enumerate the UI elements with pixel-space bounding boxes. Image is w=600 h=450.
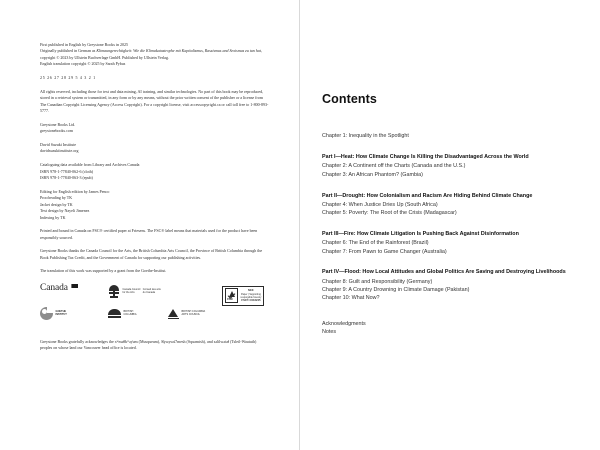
toc-entry-chapter-9[interactable]: Chapter 9: A Country Drowning in Climate Damage (Pakistan) — [322, 286, 470, 293]
bcac-label-line2: ARTS COUNCIL — [181, 313, 201, 317]
toc-part-4-title: Part IV—Flood: How Local Attitudes and Global Politics Are Saving and Destroying Livelihoods — [322, 269, 566, 276]
toc-part-1-group — [322, 153, 570, 179]
toc-entry-notes[interactable]: Notes — [322, 329, 337, 336]
funder-logo-strip — [40, 284, 268, 330]
credit-jacket-design: Jacket design by TK — [40, 201, 73, 207]
toc-part-4-group — [322, 268, 570, 302]
canada-wordmark-logo — [40, 284, 78, 294]
fsc-desc-line2: responsible forestry — [240, 296, 262, 300]
toc-entry-chapter-1[interactable]: Chapter 1: Inequality in the Spotlight — [322, 133, 409, 139]
canada-council-french-label — [143, 288, 161, 294]
british-columbia-emblem-icon — [108, 308, 121, 318]
credit-editing: Editing for English edition by James Penco — [40, 188, 110, 194]
goethe-institut-logo — [40, 307, 67, 320]
printing-number-line-block — [40, 75, 269, 81]
canada-council-for-the-arts-logo — [108, 285, 161, 298]
goethe-circle-icon — [40, 307, 53, 320]
first-published-line: First published in English by Greystone Books in 2025 — [40, 42, 128, 47]
publication-info-block — [40, 42, 269, 68]
toc-entry-chapter-7[interactable]: Chapter 7: From Pawn to Game Changer (Australia) — [322, 248, 447, 255]
land-acknowledgment-text: Greystone Books gratefully acknowledges the xʷməθkʷəy̓əm (Musqueam), Sḵwx̱wú7mesh (Squamish), and səlilwətaɬ (Tsleil-Waututh) peoples on whose land our Vancouver head office is located. — [40, 338, 257, 351]
toc-entry-chapter-3[interactable]: Chapter 3: An African Phantom? (Gambia) — [322, 171, 423, 178]
fsc-paper-note: Printed and bound in Canada on FSC® certified paper at Friesens. The FSC® label means that materials used for the product have been responsibly sourced. — [40, 228, 258, 240]
land-acknowledgment-block — [40, 339, 269, 352]
toc-part-2-group — [322, 192, 570, 218]
toc-entry-chapter-2[interactable]: Chapter 2: A Continent off the Charts (Canada and the U.S.) — [322, 163, 466, 170]
fsc-license-code: FSC® C016245 — [241, 299, 261, 303]
toc-part-1-title: Part I—Heat: How Climate Change Is Killing the Disadvantaged Across the World — [322, 154, 529, 161]
fsc-certification-logo — [222, 286, 264, 306]
toc-entry-chapter-4[interactable]: Chapter 4: When Justice Dries Up (South Africa) — [322, 201, 438, 208]
toc-part-2-title: Part II—Drought: How Colonialism and Racism Are Hiding Behind Climate Change — [322, 192, 533, 199]
funding-acknowledgment-block — [40, 248, 269, 261]
toc-part-3-group — [322, 230, 570, 256]
goethe-grant-text: The translation of this work was supported by a grant from the Goethe-Institut. — [40, 268, 167, 274]
toc-entry-chapter-8[interactable]: Chapter 8: Guilt and Responsibility (Germany) — [322, 278, 433, 285]
cataloguing-block — [40, 162, 269, 181]
province-of-british-columbia-logo — [108, 308, 137, 318]
canada-council-english-label — [123, 288, 141, 294]
institute-block — [40, 142, 269, 155]
goethe-label-line1: GOETHE — [55, 310, 67, 314]
toc-back-matter-group — [322, 320, 570, 337]
fsc-description-block — [241, 289, 262, 303]
rights-reserved-block — [40, 89, 269, 115]
cataloguing-line: Cataloguing data available from Library and Archives Canada — [40, 162, 140, 168]
publisher-website: greystonebooks.com — [40, 128, 73, 134]
printing-number-line: 25 26 27 28 29 5 4 3 2 1 — [40, 75, 96, 81]
bc-arts-council-triangle-icon — [168, 308, 179, 319]
fsc-paper-note-block — [40, 228, 269, 241]
canada-council-en-line1: Canada Council — [122, 288, 141, 292]
british-columbia-arts-council-logo — [168, 308, 205, 319]
bc-label-line1: BRITISH — [123, 309, 134, 313]
fsc-mark-text: FSC — [227, 296, 233, 301]
fsc-tree-checkmark-icon — [225, 288, 238, 303]
fsc-mix-label: MIX — [248, 287, 254, 292]
goethe-institut-label — [56, 310, 67, 316]
canada-council-fr-line1: Conseil des arts — [142, 288, 161, 292]
isbn-cloth: ISBN 978-1-77840-062-6 (cloth) — [40, 168, 94, 174]
bc-arts-council-label — [182, 310, 206, 316]
page-title: Contents — [322, 92, 377, 106]
canada-council-en-line2: for the Arts — [122, 291, 135, 295]
toc-part-3-title: Part III—Fire: How Climate Litigation Is Pushing Back Against Disinformation — [322, 231, 519, 238]
institute-name: David Suzuki Institute — [40, 141, 76, 147]
credit-indexing: Indexing by TK — [40, 214, 66, 220]
publisher-name: Greystone Books Ltd. — [40, 121, 76, 127]
production-credits-block — [40, 189, 269, 221]
goethe-label-line2: INSTITUT — [55, 313, 67, 317]
bcac-label-line1: BRITISH COLUMBIA — [181, 310, 206, 314]
rights-reserved-text: All rights reserved, including those for text and data mining, AI training, and similar technologies. No part of this book may be reproduced, stored in a retrieval system or transmitted, in any form or by any means, without the prior written consent of the publisher or a license from The Canadian Copyright Licensing Agency (Access Copyright). For a copyright license, visit accesscopyright.ca or call toll free to 1-800-893-5777. — [40, 88, 269, 114]
publisher-block — [40, 122, 269, 135]
fsc-desc-line1: Paper | Supporting — [240, 292, 261, 296]
institute-website: davidsuzukiinstitute.org — [40, 148, 79, 154]
canada-flag-icon — [71, 284, 78, 289]
goethe-grant-block — [40, 268, 269, 274]
toc-entry-chapter-6[interactable]: Chapter 6: The End of the Rainforest (Brazil) — [322, 240, 429, 247]
bc-label-line2: COLUMBIA — [123, 312, 137, 316]
translation-copyright-line: English translation copyright © 2025 by Sarah Pybus — [40, 61, 126, 67]
toc-front-matter-group — [322, 132, 570, 140]
german-original-line: Originally published in German as Klimaungerechtigkeit: Wie die Klimakatastrophe mit Kapitalismus, Rassismus and Sexismus zu tun hat, copyright © 2023 by Ullstein Buchverlage GmbH. Published by Ullstein Verlag. — [40, 48, 262, 60]
canada-council-emblem-icon — [108, 285, 120, 298]
credit-proofreading: Proofreading by TK — [40, 195, 73, 201]
british-columbia-label — [124, 310, 137, 316]
fsc-logo-box — [222, 286, 264, 306]
credit-text-design: Text design by Nayeli Jimenez — [40, 208, 90, 214]
isbn-epub: ISBN 978-1-77840-063-3 (epub) — [40, 174, 93, 180]
toc-entry-chapter-5[interactable]: Chapter 5: Poverty: The Root of the Crisis (Madagascar) — [322, 210, 457, 217]
funding-acknowledgment-text: Greystone Books thanks the Canada Council for the Arts, the British Columbia Arts Council, the Province of British Columbia through the Book Publishing Tax Credit, and the Government of Canada for supporting our publishing activities. — [40, 248, 263, 260]
toc-entry-acknowledgments[interactable]: Acknowledgments — [322, 320, 366, 327]
contents-page — [300, 0, 600, 450]
canada-wordmark-text: Canada — [40, 282, 68, 293]
canada-council-fr-line2: du Canada — [142, 291, 156, 295]
toc-entry-chapter-10[interactable]: Chapter 10: What Now? — [322, 295, 380, 302]
